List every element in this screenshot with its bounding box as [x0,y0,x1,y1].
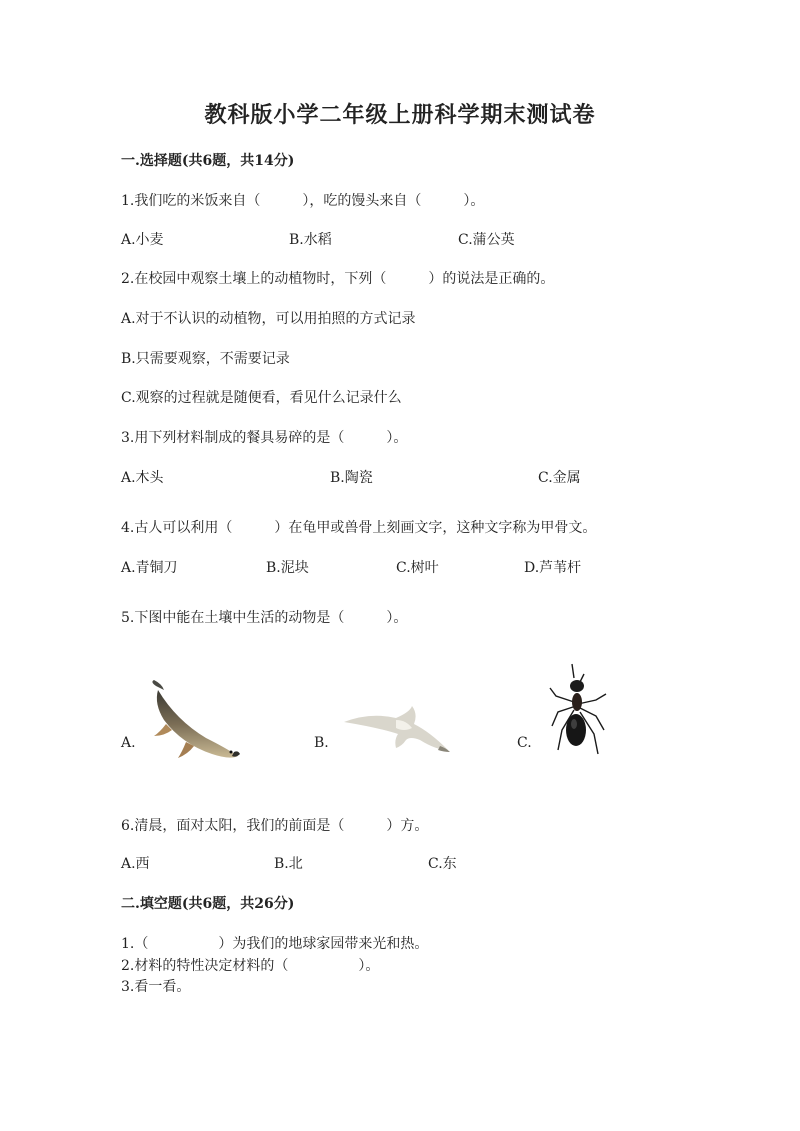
q6-option-c: C.东 [428,856,457,872]
seagull-image [340,706,454,760]
q3-option-b: B.陶瓷 [330,470,373,486]
question-1: 1.我们吃的米饭来自（ ），吃的馒头来自（ ）。 [121,193,485,209]
q1-option-a: A.小麦 [121,232,164,248]
q2-option-b: B.只需要观察，不需要记录 [121,351,290,367]
q6-option-b: B.北 [274,856,303,872]
q4-option-b: B.泥块 [266,560,309,576]
fill-question-3: 3.看一看。 [121,979,191,995]
question-6: 6.清晨，面对太阳，我们的前面是（ ）方。 [121,818,429,834]
q5-option-a-label: A. [121,735,136,751]
q4-option-c: C.树叶 [396,560,439,576]
section-heading-fill: 二.填空题(共6题，共26分) [121,896,295,912]
q4-option-a: A.青铜刀 [121,560,178,576]
q2-option-a: A.对于不认识的动植物，可以用拍照的方式记录 [121,311,416,327]
q5-option-b-label: B. [314,735,329,751]
q4-option-d: D.芦苇杆 [524,560,582,576]
q5-option-c-label: C. [517,735,532,751]
q1-option-b: B.水稻 [289,232,332,248]
question-3: 3.用下列材料制成的餐具易碎的是（ ）。 [121,430,408,446]
ant-image [544,660,612,772]
q3-option-c: C.金属 [538,470,581,486]
section-heading-choice: 一.选择题(共6题，共14分) [121,153,295,169]
question-2: 2.在校园中观察土壤上的动植物时，下列（ ）的说法是正确的。 [121,271,555,287]
fish-image [146,680,242,762]
page-title: 教科版小学二年级上册科学期末测试卷 [204,102,596,128]
fill-question-1: 1.（ ）为我们的地球家园带来光和热。 [121,936,429,952]
fill-question-2: 2.材料的特性决定材料的（ ）。 [121,958,380,974]
q1-option-c: C.蒲公英 [458,232,515,248]
q6-option-a: A.西 [121,856,150,872]
question-5: 5.下图中能在土壤中生活的动物是（ ）。 [121,610,408,626]
q2-option-c: C.观察的过程就是随便看，看见什么记录什么 [121,390,402,406]
question-4: 4.古人可以利用（ ）在龟甲或兽骨上刻画文字，这种文字称为甲骨文。 [121,520,597,536]
q3-option-a: A.木头 [121,470,164,486]
